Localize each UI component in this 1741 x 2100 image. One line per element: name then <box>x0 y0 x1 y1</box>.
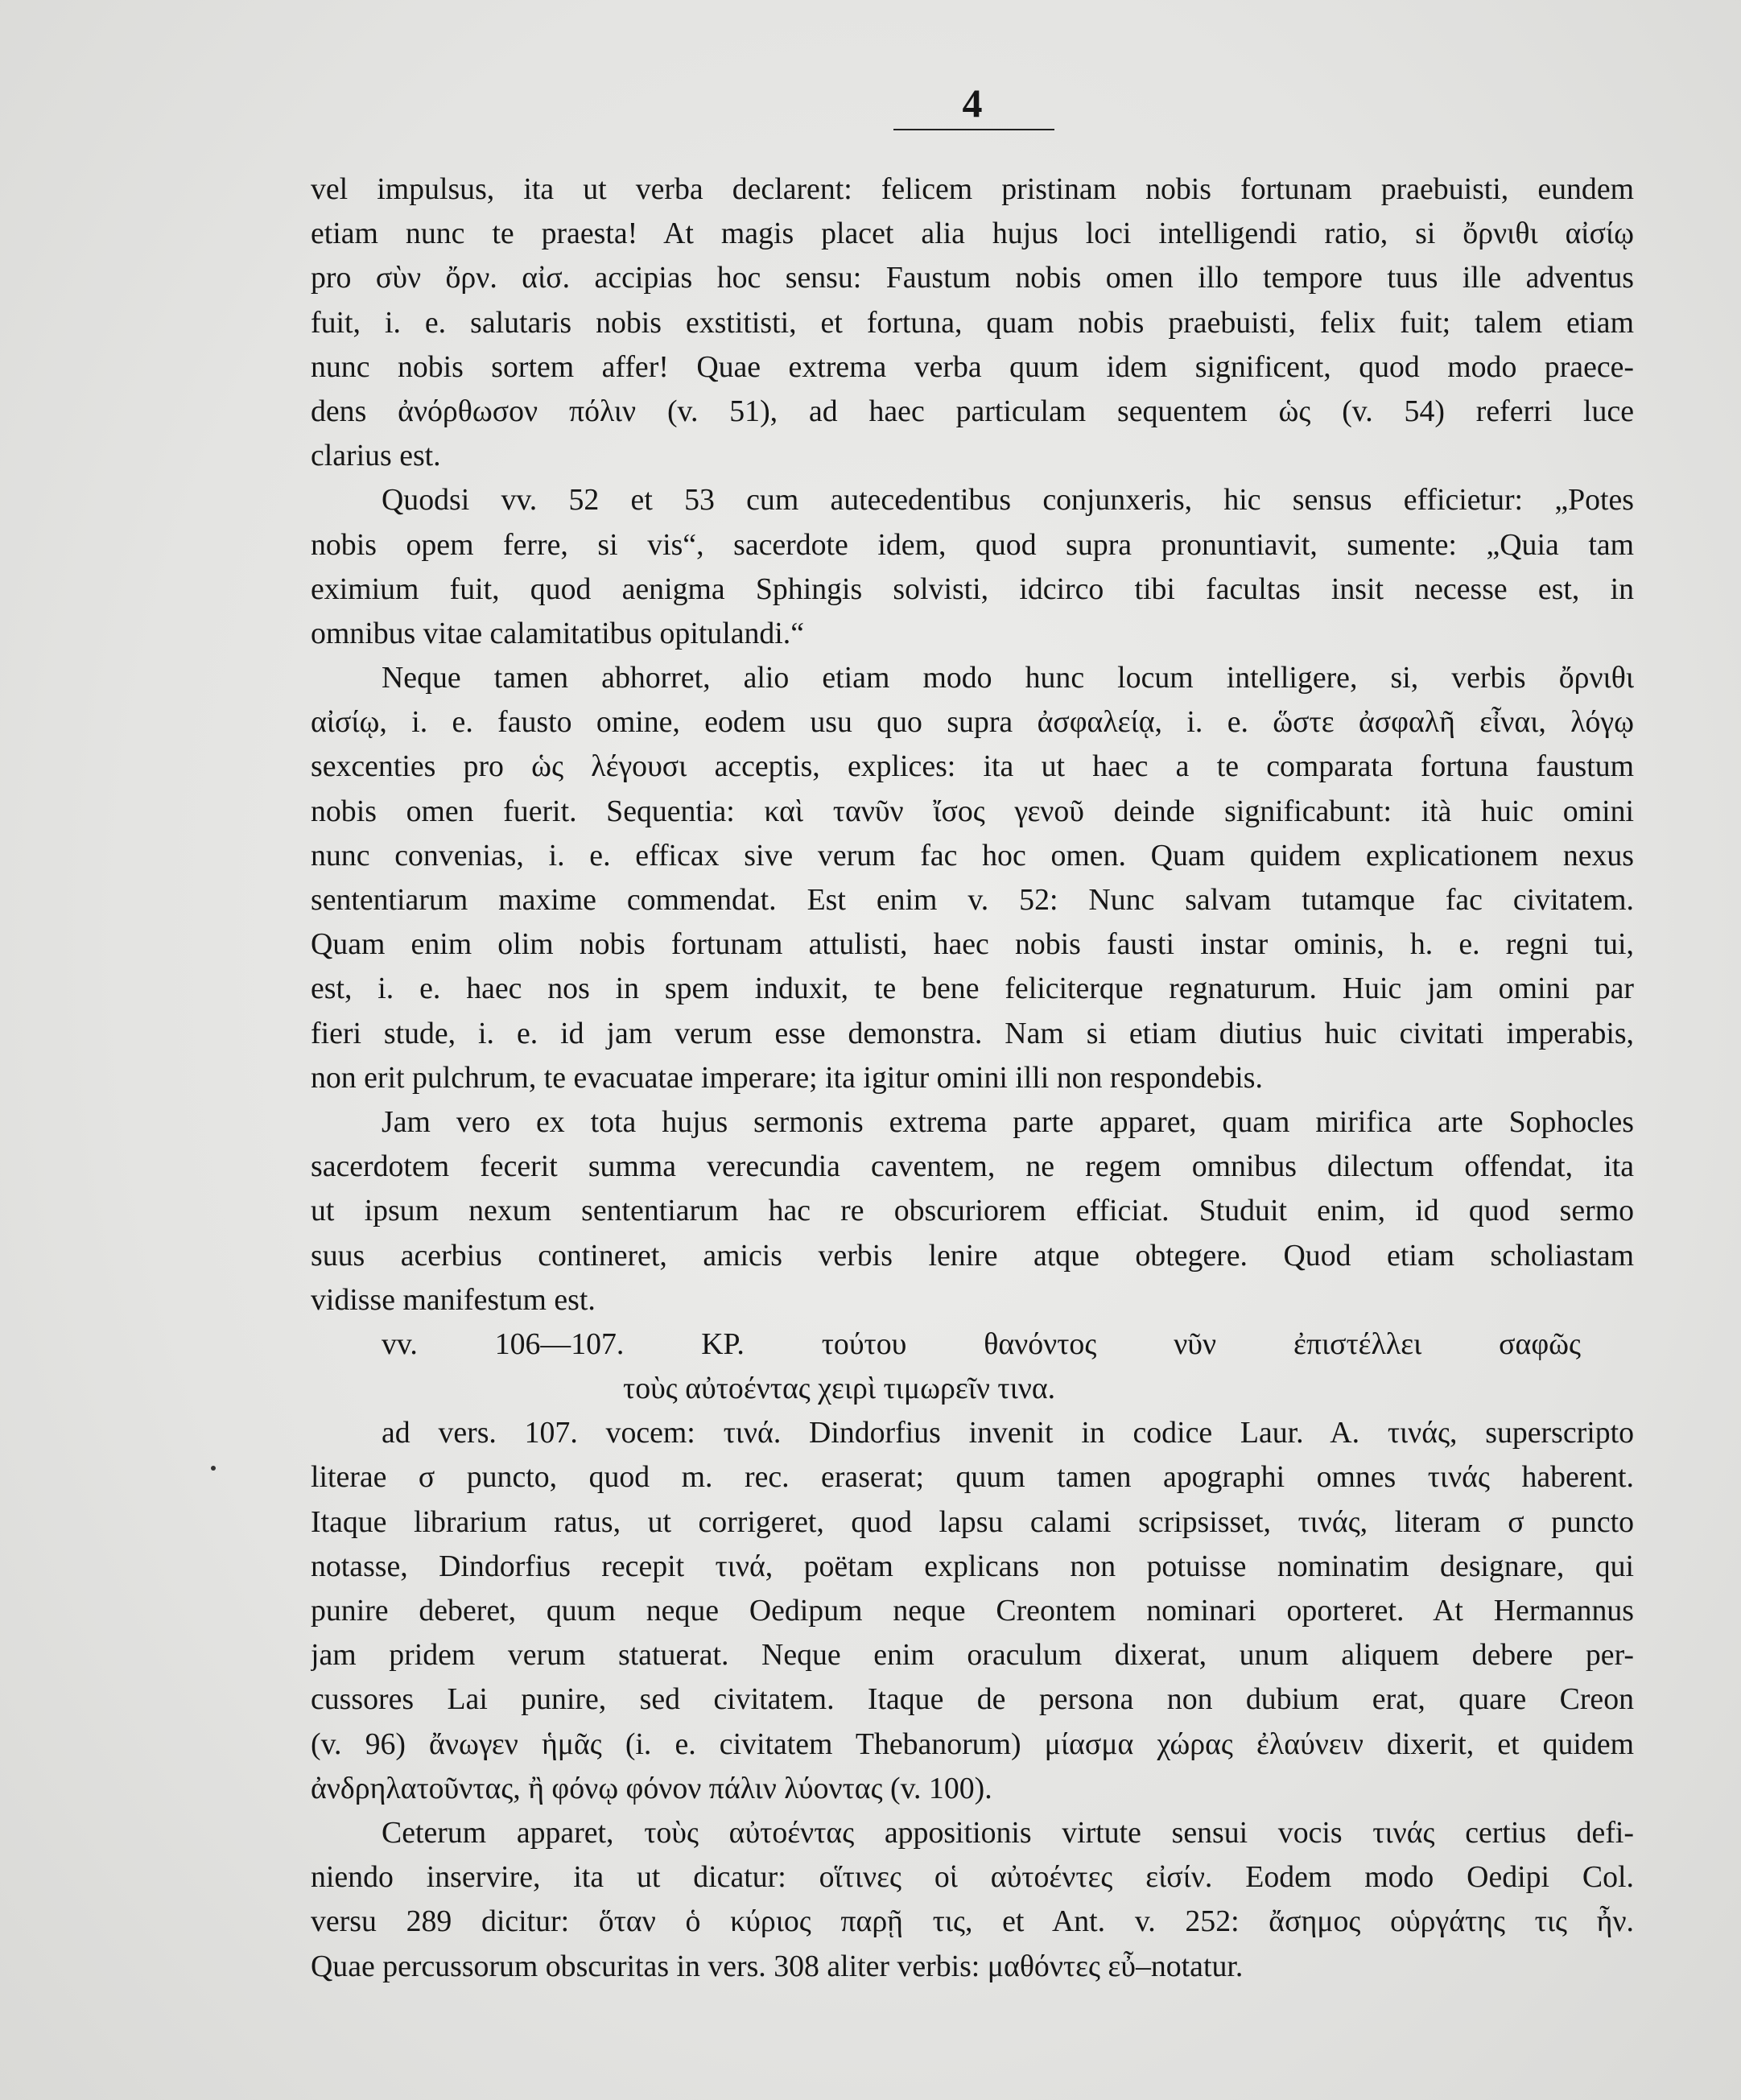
text-line-7: clarius est. <box>311 439 441 473</box>
text-line-1: vel impulsus, ita ut verba declarent: felicem pristinam nobis fortunam praebuisti, eundem <box>311 172 1634 206</box>
text-line-32: notasse, Dindorfius recepit τινά, poëtam explicans non potuisse nominatim designare, qui <box>311 1549 1634 1583</box>
text-line-11: omnibus vitae calamitatibus opitulandi.“ <box>311 616 805 650</box>
text-line-33: punire deberet, quum neque Oedipum neque Creontem nominari oporteret. At Hermannus <box>311 1594 1634 1628</box>
page-number: 4 <box>962 80 983 126</box>
text-line-15: nobis omen fuerit. Sequentia: καὶ τανῦν ἴσος γενοῦ deinde significabunt: ità huic omini <box>311 794 1634 828</box>
text-line-38: Ceterum apparet, τοὺς αὐτοέντας appositionis virtute sensui vocis τινάς certius defi- <box>382 1815 1634 1850</box>
text-line-39: niendo inservire, ita ut dicatur: οἵτινες οἱ αὐτοέντες εἰσίν. Eodem modo Oedipi Col. <box>311 1860 1634 1895</box>
body-text <box>311 167 1634 1989</box>
text-line-12: Neque tamen abhorret, alio etiam modo hunc locum intelligere, si, verbis ὄρνιθι <box>382 661 1634 695</box>
text-line-20: fieri stude, i. e. id jam verum esse demonstra. Nam si etiam diutius huic civitati imperabis, <box>311 1016 1634 1050</box>
text-line-22: Jam vero ex tota hujus sermonis extrema parte apparet, quam mirifica arte Sophocles <box>382 1104 1634 1139</box>
text-line-26: vidisse manifestum est. <box>311 1282 596 1317</box>
text-line-16: nunc convenias, i. e. efficax sive verum fac hoc omen. Quam quidem explicationem nexus <box>311 838 1634 873</box>
text-line-28: τοὺς αὐτοέντας χειρὶ τιμωρεῖν τινα. <box>623 1372 1056 1406</box>
text-line-21: non erit pulchrum, te evacuatae imperare; ita igitur omini illi non respondebis. <box>311 1060 1263 1095</box>
text-line-37: ἀνδρηλατοῦντας, ἢ φόνῳ φόνον πάλιν λύοντας (v. 100). <box>311 1771 992 1805</box>
text-line-2: etiam nunc te praesta! At magis placet alia hujus loci intelligendi ratio, si ὄρνιθι αἰσίῳ <box>311 217 1634 251</box>
text-line-23: sacerdotem fecerit summa verecundia caventem, ne regem omnibus dilectum offendat, ita <box>311 1149 1634 1184</box>
text-line-4: fuit, i. e. salutaris nobis exstitisti, et fortuna, quam nobis praebuisti, felix fuit; talem etiam <box>311 305 1634 340</box>
ink-speck <box>211 1466 216 1471</box>
text-line-24: ut ipsum nexum sententiarum hac re obscuriorem efficiat. Studuit enim, id quod sermo <box>311 1194 1634 1228</box>
text-line-29: ad vers. 107. vocem: τινά. Dindorfius invenit in codice Laur. A. τινάς, superscripto <box>382 1416 1634 1450</box>
text-line-31: Itaque librarium ratus, ut corrigeret, quod lapsu calami scripsisset, τινάς, literam σ puncto <box>311 1504 1634 1539</box>
text-line-36: (v. 96) ἄνωγεν ἡμᾶς (i. e. civitatem Thebanorum) μίασμα χώρας ἐλαύνειν dixerit, et quidem <box>311 1727 1634 1761</box>
text-line-41: Quae percussorum obscuritas in vers. 308 aliter verbis: μαθόντες εὖ–notatur. <box>311 1949 1244 1983</box>
text-line-8: Quodsi vv. 52 et 53 cum autecedentibus conjunxeris, hic sensus efficietur: „Potes <box>382 483 1634 518</box>
text-line-34: jam pridem verum statuerat. Neque enim oraculum dixerat, unum aliquem debere per- <box>311 1638 1634 1673</box>
text-line-27: vv. 106—107. KP. τούτου θανόντος νῦν ἐπιστέλλει σαφῶς <box>382 1326 1581 1361</box>
text-line-5: nunc nobis sortem affer! Quae extrema verba quum idem significent, quod modo praece- <box>311 349 1634 384</box>
text-line-40: versu 289 dicitur: ὅταν ὁ κύριος παρῇ τις, et Ant. v. 252: ἄσημος οὑργάτης τις ἦν. <box>311 1904 1634 1939</box>
text-line-3: pro σὺν ὄρν. αἰσ. accipias hoc sensu: Faustum nobis omen illo tempore tuus ille adventus <box>311 261 1634 295</box>
text-line-13: αἰσίῳ, i. e. fausto omine, eodem usu quo supra ἀσφαλείᾳ, i. e. ὥστε ἀσφαλῆ εἶναι, λόγῳ <box>311 705 1634 740</box>
text-line-14: sexcenties pro ὡς λέγουσι acceptis, explices: ita ut haec a te comparata fortuna faustum <box>311 749 1634 784</box>
text-line-6: dens ἀνόρθωσον πόλιν (v. 51), ad haec particulam sequentem ὡς (v. 54) referri luce <box>311 394 1634 428</box>
page-number-rule <box>893 129 1054 130</box>
text-line-35: cussores Lai punire, sed civitatem. Itaque de persona non dubium erat, quare Creon <box>311 1682 1634 1717</box>
text-line-30: literae σ puncto, quod m. rec. eraserat; quum tamen apographi omnes τινάς haberent. <box>311 1460 1634 1495</box>
text-line-18: Quam enim olim nobis fortunam attulisti, haec nobis fausti instar ominis, h. e. regni tui, <box>311 927 1634 962</box>
text-line-17: sententiarum maxime commendat. Est enim v. 52: Nunc salvam tutamque fac civitatem. <box>311 883 1634 917</box>
text-line-9: nobis opem ferre, si vis“, sacerdote idem, quod supra pronuntiavit, sumente: „Quia tam <box>311 527 1634 562</box>
text-line-25: suus acerbius contineret, amicis verbis lenire atque obtegere. Quod etiam scholiastam <box>311 1238 1634 1273</box>
text-line-19: est, i. e. haec nos in spem induxit, te bene feliciterque regnaturum. Huic jam omini par <box>311 972 1634 1006</box>
text-line-10: eximium fuit, quod aenigma Sphingis solvisti, idcirco tibi facultas insit necesse est, in <box>311 571 1634 606</box>
